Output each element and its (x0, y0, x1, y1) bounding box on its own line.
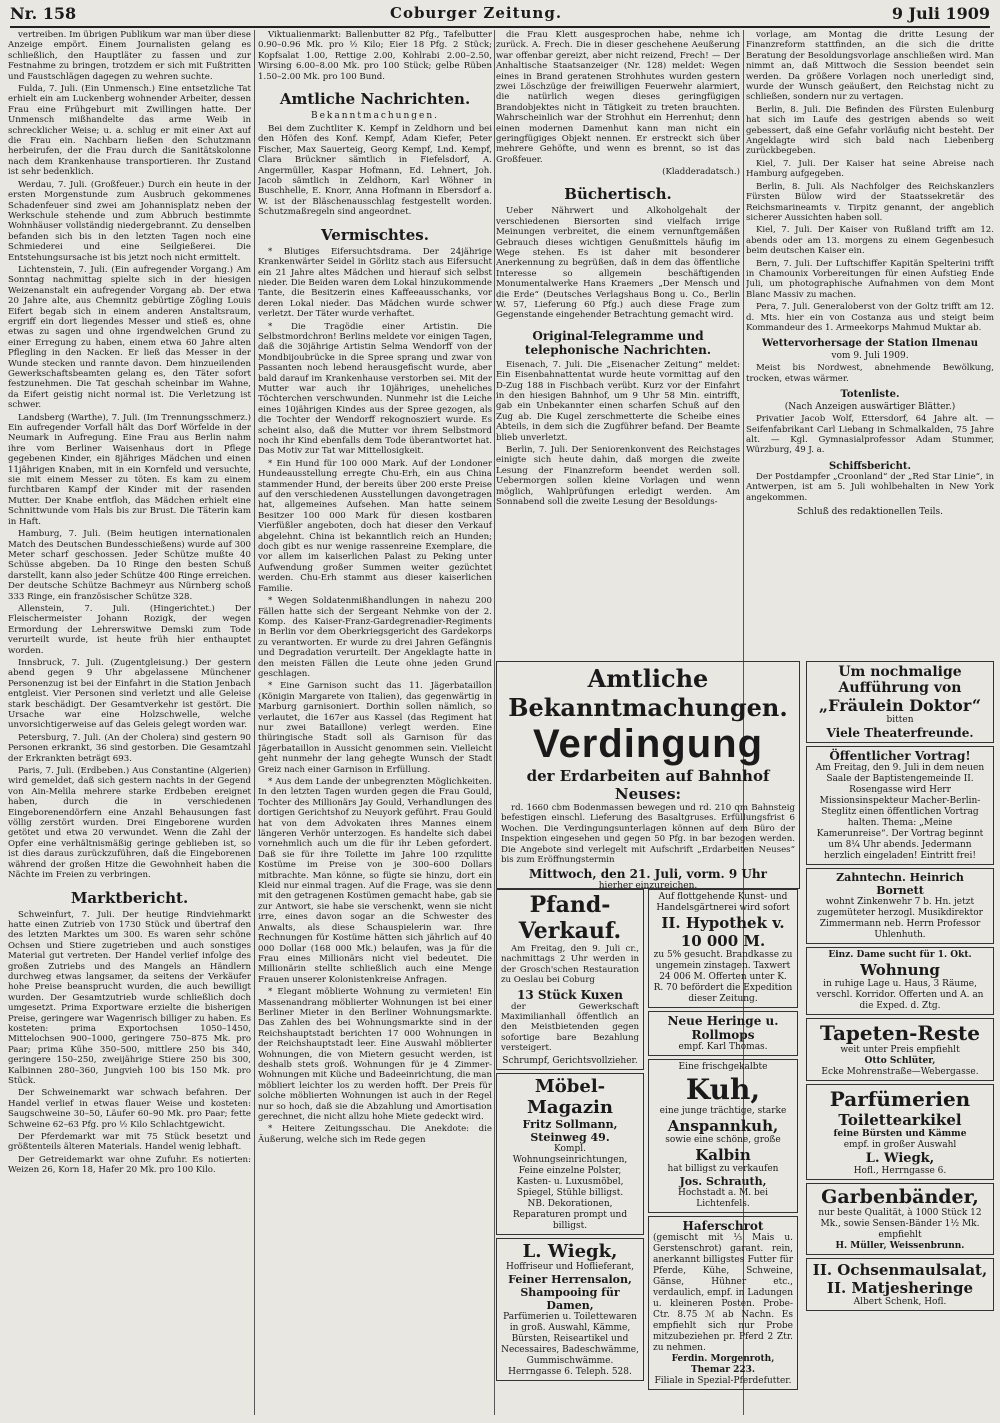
anspannkuh: Anspannkuh, (667, 1117, 779, 1135)
ads-col-right (648, 889, 798, 1393)
article-kiel-kaiser: Kiel, 7. Juli. Der Kaiser hat seine Abreise nach Hamburg aufgegeben. (746, 158, 994, 180)
wiegk-shampoo: Shampooing für Damen, (520, 1285, 620, 1312)
article-landsberg: Landsberg (Warthe), 7. Juli. (Im Trennungsschmerz.) Ein aufregender Vorfall hält das Dorf Wörfelde in der Neumark in Aufregung. Eine Frau aus Berlin nahm ihre vom Berliner Waisenhaus dort in Pflege gegebenen Kinder, ein 8jähriges Mädchen und einen 11jährigen Knaben, mit in ein Kornfeld und versuchte, sie mit einem Messer zu töten. Es kam zu einem furchtbaren Kampf der Kinder mit der rasenden Mutter. Der Knabe entfloh, das Mädchen erhielt eine Schnittwunde vom Hals bis zur Brust. Die Täterin kam in Haft. (8, 412, 251, 527)
article-paragraph: vertreiben. Im übrigen Publikum war man über diese Anzeige empört. Einem Journalisten gelang es schließlich, den Hauptläter zu fassen und zur Festnahme zu bringen, trotzdem er sich mit Fußtritten und Faustschlägen dagegen zu wehren suchte. (8, 30, 251, 82)
moebel-ad (496, 1073, 644, 1235)
woh-text2: in ruhige Lage u. Haus, 3 Räume, verschl. Korridor. Offerten und A. an die Exped. d. Ztg. (816, 979, 984, 1011)
wiegk-text: Parfümerien u. Toilettewaren in groß. Auswahl, Kämme, Bürsten, Reiseartikel und Necessaires, Badeschwämme, Gummischwämme. (501, 1311, 639, 1366)
article-vorlage: vorlage, am Montag die dritte Lesung der Finanzreform stattfinden, an die sich die dritte Beratung der Besoldungsvorlage anschließen wird. Man nimmt an, daß Mittwoch die Session beendet sein werden. Da größere Vorlagen noch unerledigt sind, wurde der Wunsch geäußert, den Reichstag nicht zu schließen, sondern nur zu vertagen. (746, 30, 994, 103)
auffuehrung-ad (806, 661, 994, 743)
article-wohnung: * Elegant möblierte Wohnung zu vermieten! Ein Massenandrang möblierter Wohnungen ist bei einer Berliner Mieter in den Berliner Wohnungsmarkte. Das Zahlen des bei Wohnungsmarkte sind in der Reichshauptstadt berichten 17 000 Wohnungen in der Reichshauptstadt leer. Eine Auswahl möblierter Wohnungen, die von Mietern gesucht werden, ist deshalb stets groß. Wohnungen für je 4 Zimmer-Wohnungen mit Küche und Badeeinrichtung, die man möbliert leichter los zu werden hofft. Der Preis für solche möblierten Wohnungen ist auch in der Regel nur so hoch, daß sie die Abzahlung und Amortisation gerechnet, die nicht allzu hohe Miete gedeckt wird. (258, 987, 492, 1122)
article-hamburg: Hamburg, 7. Juli. (Beim heutigen internationalen Match des Deutschen Bundesschießens) wurde auf 300 Meter scharf geschossen. Jeder Schütze mußte 40 Schüsse abgeben. Da 10 Ringe den besten Schuß darstellt, kann also jeder Schütze 400 Ringe erreichen. Der deutsche Schütze Bachmeyr aus Nürnberg schoß 333 Ringe, ein französischer Schütze 328. (8, 529, 251, 602)
verdingung-send: hierher einzureichen. (598, 881, 698, 889)
kalbin: Kalbin (695, 1146, 751, 1164)
tapeten-ad (806, 1018, 994, 1081)
hafer-title: Haferschrot (682, 1219, 764, 1233)
kuh-sign: Jos. Schrauth, (679, 1175, 767, 1188)
article-naehrwert: Ueber Nährwert und Alkoholgehalt der verschiedenen Biersorten sind vielfach irrige Meinungen verbreitet, die einem vernunftgemäßen Gebrauch dieses wichtigen Genußmittels häufig im Wege stehen. Es ist daher mit besonderer Anerkennung zu begrüßen, daß in dem das öffentliche Interesse so allgemein beschäftigenden Monumentalwerke Hans Kraemers „Der Mensch und die Erde“ (Deutsches Verlagshaus Bong u. Co., Berlin W. 57, Lieferung 60 Pfg.) auch diese Frage zum Gegenstande eingehender Betrachtung gemacht wird. (496, 206, 740, 321)
pfand-mid: 13 Stück Kuxen (516, 987, 623, 1002)
article-zeitungsschau: * Heitere Zeitungsschau. Die Anekdote: die Äußerung, welche sich im Rede gegen (258, 1124, 492, 1145)
auff-title: Um nochmalige Aufführung von (838, 664, 962, 696)
article-bekanntmachung: Bei dem Zuchtliter K. Kempf in Zeldhorn und bei den Höfen des Konf. Kempf, Adam Kiefer, Peter Fischer, Max Sauerteig, Georg Kempf, Lnd. Kempf, Clara Brückner sämtlich in Fiefelsdorf, A. Angermüller, Kaspar Hofmann, Ed. Lehnert, Joh. Jacob sämtlich in Zeldhorn, Karl Wöhner in Buschhelle, E. Knorr, Anna Hofmann in Ebersdorf a. W. ist der Bläschenausschlag festgestellt worden. Schutzmaßregeln sind angeordnet. (258, 124, 492, 218)
parf-title2: Toilettearkikel (838, 1111, 962, 1129)
section-heading-marktbericht: Marktbericht. (70, 888, 189, 907)
amtliche-bekanntmachungen: Amtliche Bekanntmachungen. (508, 664, 788, 722)
tap-sign: Otto Schlüter, (864, 1056, 936, 1066)
garben-ad (806, 1183, 994, 1255)
article-petersburg: Petersburg, 7. Juli. (An der Cholera) sind gestern 90 Personen erkrankt, 36 sind gestorben. Die Gesamtzahl der Erkrankten beträgt 693. (8, 732, 251, 764)
schiffsbericht-heading: Schiffsbericht. (828, 460, 912, 472)
hypothek-ad (648, 889, 798, 1008)
moebel-text: Kompl. Wohnungseinrichtungen, Feine einzelne Polster, Kasten- u. Luxusmöbel, Spiegel, Stühle billigst. (512, 1143, 628, 1198)
ochs-title2: II. Matjesheringe (826, 1279, 974, 1297)
column-2 (258, 30, 492, 1415)
parf-sub: feine Bürsten und Kämme (833, 1129, 967, 1139)
verdingung-ad (496, 661, 800, 889)
article-hund: * Ein Hund für 100 000 Mark. Auf der Londoner Hundeausstellung erregte Chu-Erh, ein aus China stammender Hund, der bereits über 200 erste Preise auf den verschiedenen Ausstellungen davongetragen hat, allgemeines Aufsehen. Man hatte seinem Besitzer 100 000 Mark für diesen kostbaren Vierfüßler angeboten, doch hat dieser den Verkauf abgelehnt. China ist bekanntlich reich an Hunden; doch gibt es nur wenige rassenreine Exemplare, die vor allem im kaiserlichen Palast zu Peking unter Aufwendung großer Summen weiter gezüchtet werden. Chu-Erh stammt aus dieser kaiserlichen Familie. (258, 458, 492, 594)
totenliste-text: Privatier Jacob Wolf, Ettersdorf, 64 Jahre alt. — Seifenfabrikant Carl Liebang in Schmalkalden, 75 Jahre alt. — Kgl. Gymnasialprofessor Adam Stummer, Würzburg, 49 J. a. (746, 414, 994, 456)
newspaper-title: Coburger Zeitung. (390, 4, 563, 22)
vortrag-text: Am Freitag, den 9. Juli in dem neuen Saale der Baptistengemeinde II. Rosengasse wird Herr Missionsinspekteur Macher-Berlin-Steglitz einen öffentlichen Vortrag halten. Thema: „Meine Kamerunreise“. Der Vortrag beginnt um 8¼ Uhr abends. Jedermann herzlich eingeladen! Eintritt frei! (815, 763, 985, 861)
pfand-end: der Gewerkschaft Maximilianhall öffentlich an den Meistbietenden gegen sofortige bare Bezahlung versteigert. (501, 1001, 639, 1054)
kuh-addr: Hochstadt a. M. bei Lichtenfels. (678, 1188, 768, 1209)
garb-sign: H. Müller, Weissenbrunn. (835, 1241, 965, 1251)
section-heading-telegramme: Original-Telegramme und telephonische Nachrichten. (524, 328, 712, 357)
article-allenstein: Allenstein, 7. Juli. (Hingerichtet.) Der Fleischermeister Johann Rozigk, der wegen Ermordung der Lehrerswitwe Demski zum Tode verurteilt wurde, ist heute früh hier enthauptet worden. (8, 603, 251, 656)
issue-date: 9 Juli 1909 (891, 4, 990, 23)
wiegk-herren: Feiner Herrensalon, (508, 1272, 632, 1286)
parf-title: Parfümerien (829, 1087, 971, 1111)
tap-addr: Ecke Mohrenstraße—Webergasse. (821, 1067, 979, 1077)
auff-name: „Fräulein Doktor“ (818, 696, 982, 715)
auff-sign: Viele Theaterfreunde. (826, 726, 974, 740)
zahn-ad (806, 868, 994, 944)
tap-text: weit unter Preis empfiehlt (840, 1045, 960, 1055)
weather-forecast: Meist bis Nordwest, abnehmende Bewölkung, trocken, etwas wärmer. (746, 363, 994, 384)
section-heading-vermischtes: Vermischtes. (321, 225, 429, 244)
article-soldaten: * Wegen Soldatenmißhandlungen in nahezu 200 Fällen hatte sich der Sergeant Nehmke von der 2. Komp. des Kaiser-Franz-Gardegrenadier-Regiments in Berlin vor dem Oberkriegsgericht des Gardekorps zu verantworten. Er wurde zu drei Jahren Gefängnis und Degradation verurteilt. Der Angeklagte hatte in den meisten Fällen die Leute ohne jeden Grund geschlagen. (258, 596, 492, 679)
column-rule (254, 30, 255, 1415)
masthead (10, 0, 990, 28)
wiegk-addr: Herrngasse 6. Teleph. 528. (508, 1366, 632, 1377)
garb-text: nur beste Qualität, à 1000 Stück 12 Mk., sowie Sensen-Bänder 1½ Mk. empfiehlt (818, 1208, 982, 1240)
ads-col-left (496, 889, 644, 1384)
article-eulenburg: Berlin, 8. Juli. Die Befinden des Fürsten Eulenburg hat sich im Laufe des gestrigen abends so weit gebessert, daß eine Gefahr vorläufig nicht besteht. Der Angeklagte wird sich bald nach Liebenberg zurückbegeben. (746, 104, 994, 157)
verdingung-text: rd. 1660 cbm Bodenmassen bewegen und rd. 210 qm Bahnsteig befestigen einschl. Lieferung des Basaltgruses. Erfüllungsfrist 6 Wochen. Die Verdingungsunterlagen können auf dem Büro der Inspektion eingesehen und gegen 50 Pfg. in bar bezogen werden. Die Angebote sind verlegelt mit Aufschrift „Erdarbeiten Neuses“ bis zum Eröffnungstermin (501, 803, 795, 866)
parf-addr: Hofl., Herrngasse 6. (853, 1166, 947, 1176)
article-berlin-reichstag: Berlin, 7. Juli. Der Seniorenkonvent des Reichstages einigte sich heute dahin, daß morgen die zweite Lesung der Finanzreform beendet werden soll. Uebermorgen sollen kleine Vorlagen und wenn möglich, Wahlprüfungen erledigt werden. Am Sonnabend soll die zweite Lesung der Besoldungs- (496, 445, 740, 508)
article-moeglichkeiten: * Aus dem Lande der unbegrenzten Möglichkeiten. In den letzten Tagen wurden gegen die Frau Gould, Tochter des Millionärs Jay Gould, Verhandlungen des dortigen Gerichtshof zu Neuyork geführt. Frau Gould hat von dem Advokaten ihres Mannes einem längeren Verhör unterzogen. Es handelte sich dabei vornehmlich auch um die für ihr Leben gefordert. Daß sie für ihre Toilette im Jahre 100 rzqulitte Kostüme im Preise von je 300–600 Dollars mitbrachte. Man könne, so fügte sie hinzu, dort ein Kleid nur einmal tragen. Auf die Frage, was sie denn mit den getragenen Kostümen gemacht habe, gab sie zur Antwort, sie habe sie verschenkt, wenn sie nicht irre, eines davon sogar an die Schwester des Anwalts, als diese Schauspielerin war. Ihre Rechnungen für Kostüme hätten sich jährlich auf 40 000 Dollar (168 000 Mk.) belaufen, was ja für die Frau eines Millionärs nicht viel bedeutet. Die Millionärin stellte schließlich auch eine Menge Frauen unserer Kolonistenkreise Anfragen. (258, 777, 492, 985)
kuh-ad (648, 1059, 798, 1213)
hafer-sign: Ferdin. Morgenroth, Themar 223. (671, 1354, 775, 1375)
article-source: (Kladderadatsch.) (662, 167, 740, 178)
totenliste-sub: (Nach Anzeigen auswärtiger Blätter.) (784, 402, 956, 413)
hyp-big: II. Hypothek v. 10 000 M. (661, 914, 785, 950)
wiegk-sub: Hoffriseur und Hoflieferant, (505, 1261, 635, 1272)
article-innsbruck: Innsbruck, 7. Juli. (Zugentgleisung.) Der gestern abend gegen 9 Uhr abgelassene Münchener Personenzug ist bei der Einfahrt in die Station Jenbach entgleist. Vier Personen sind verletzt und alle Geleise stark beschädigt. Der Gesamtverkehr ist gestört. Die Ursache war eine Holzschwelle, welche unvorsichtigerweise auf das Geleis gelegt worden war. (8, 657, 251, 731)
article-kladderadatsch: die Frau Klett ausgesprochen habe, nehme ich zurück. A. Frech. Die in dieser geschehene Aeußerung war offenbar gereizt, aber nicht reizend, Frech! — Der Anhaltische Staatsanzeiger (Nr. 128) meldet: Wegen eines in Brand geratenen Strohhutes wurden gestern zwei Löschzüge der freiwilligen Feuerwehr alarmiert, die natürlich wegen dieses geringfügigen Brandobjektes nicht in Tätigkeit zu treten brauchten. Wahrscheinlich war der Strohhut ein Herrenhut; denn einen modernen Damenhut kann man nicht ein geringfügiges Objekt nennen. Er erstreckt sich über mehrere Gehöfte, und wenn es brennt, so ist das Großfeuer. (496, 30, 740, 165)
wohnung-ad (806, 947, 994, 1015)
hyp-text: Auf flottgehende Kunst- und Handelsgärtnerei wird sofort (656, 892, 790, 913)
pfand-title: Pfand-Verkauf. (518, 892, 622, 944)
verdingung-date: Mittwoch, den 21. Juli, vorm. 9 Uhr (529, 867, 767, 882)
ochsen-ad (806, 1258, 994, 1311)
column-3 (496, 30, 740, 658)
ochs-sign: Albert Schenk, Hofl. (853, 1297, 947, 1307)
article-pera: Pera, 7. Juli. Generaloberst von der Goltz trifft am 12. d. Mts. hier ein von Costanza aus und steigt beim Kommandeur des 1. Armeekorps Mahmud Muktar ab. (746, 302, 994, 333)
article-eisenach: Eisenach, 7. Juli. Die „Eisenacher Zeitung“ meldet: Ein Eisenbahnattentat wurde heute vormittag auf den D-Zug 188 in Fischbach verübt. Kurz vor der Einfahrt in den hiesigen Bahnhof, um 9 Uhr 58 Min. eintrifft, gab ein Unbekannter einen scharfen Schuß auf den Zug ab. Die Kugel zerschmetterte die Scheibe eines Abteils, in dem sich die Zugführer befand. Der Beamte blieb unverletzt. (496, 359, 740, 443)
verdingung-subtitle: der Erdarbeiten auf Bahnhof Neuses: (526, 767, 770, 803)
wiegk-title: L. Wiegk, (522, 1240, 618, 1262)
ads-right-column (806, 661, 994, 1413)
article-schweinfurt: Schweinfurt, 7. Juli. Der heutige Rindviehmarkt hatte einen Zutrieb von 1730 Stück und übertraf den des letzten Marktes um 300. Es waren sehr schöne Ochsen und Stiere zugetrieben und auch sonstiges Material gut vertreten. Der Handel verlief infolge des großen Zutriebs und des Mangels an Händlern durchweg etwas langsamer, da seitens der Verkäufer hohe Preise beansprucht wurden, die auch bewilligt wurden. Der Gesamtzutrieb wurde schließlich doch umgesetzt. Prima Exportware erzielte die bisherigen Preise, geringere war Wagenrisch billiger zu haben. Es kosteten: prima Exportochsen 1050–1450, Mittelochsen 900–1000, geringere 750–875 Mk. pro Paar; prima Kühe 350–500, mittlere 250 bis 340, geringere 150–250, zweijährige Stiere 250 bis 300, Kalbinnen 280–360, Jungvieh 100 bis 150 Mk. pro Stück. (8, 909, 251, 1086)
hering-text: empf. Karl Thomas. (678, 1042, 768, 1052)
ochs-title: II. Ochsenmaulsalat, (812, 1261, 988, 1279)
article-kiel-russland: Kiel, 7. Juli. Der Kaiser von Rußland trifft am 12. abends oder am 13. morgens zu einem Gegenbesuch beim deutschen Kaiser ein. (746, 225, 994, 257)
section-heading-amtliche-nachrichten: Amtliche Nachrichten. (279, 90, 471, 109)
zahn-title: Zahntechn. Heinrich Bornett (836, 871, 964, 897)
pfand-ad (496, 889, 644, 1070)
woh-big: Wohnung (860, 961, 940, 979)
hafer-addr: Filiale in Spezial-Pferdefutter. (654, 1376, 792, 1386)
schiffsbericht-text: Der Postdampfer „Croonland“ der „Red Star Linie“, in Antwerpen, ist am 5. Juli wohlbehalten in New York angekommen. (746, 471, 994, 503)
zahn-text: wohnt Zinkenwehr 7 b. Hn. jetzt zugemüteter herzogl. Musikdirektor Zimmermann neb. Herrn Professor Uhlenhuth. (817, 897, 983, 940)
parf-text: empf. in großer Auswahl (843, 1140, 957, 1150)
hyp-text2: zu 5% gesucht. Brandkasse zu ungemein zinstagen. Taxwert 24 006 M. Offerten unter K. R. 70 befördert die Expedition dieser Zeitung. (653, 950, 793, 1004)
kuh-text2: eine junge trächtige, starke (659, 1106, 787, 1116)
ads-area (496, 661, 800, 1413)
parfuemerien-ad (806, 1084, 994, 1180)
article-pferdemarkt: Der Pferdemarkt war mit 75 Stück besetzt und größtenteils älteren Materials. Handel wenig lebhaft. (8, 1132, 251, 1153)
closing-note: Schluß des redaktionellen Teils. (797, 507, 943, 518)
column-1 (8, 30, 251, 1415)
tap-title: Tapeten-Reste (819, 1021, 980, 1045)
moebel-title: Möbel-Magazin (527, 1075, 613, 1118)
moebel-name: Fritz Sollmann, Steinweg 49. (522, 1117, 618, 1144)
garb-title: Garbenbänder, (821, 1186, 979, 1208)
hering-title: Neue Heringe u. Rollmops (667, 1014, 779, 1042)
kuh-text4: hat billigst zu verkaufen (667, 1164, 779, 1174)
kuh-big: Kuh, (685, 1073, 761, 1106)
wiegk-ad (496, 1238, 644, 1381)
section-heading-buechertisch: Büchertisch. (564, 185, 672, 204)
article-eifersuchtsdrama: * Blutiges Eifersuchtsdrama. Der 24jährige Krankenwärter Seidel in Görlitz stach aus Eifersucht ein 21 Jahre altes Mädchen und hierauf sich selbst nieder. Die Beiden waren dem Lokal hinzukommende Tante, die Besitzerin eines Kaffeeausschanks, vor deren Lokal nieder. Das Mädchen wurde schwer verletzt. Der Täter wurde verhaftet. (258, 246, 492, 320)
article-nachfolger: Berlin, 8. Juli. Als Nachfolger des Reichskanzlers Fürsten Bülow wird der Staatssekretär des Reichsmarineamts v. Tirpitz genannt, der angeblich sicherer Aussichten haben soll. (746, 181, 994, 223)
subheading-bekanntmachungen: Bekanntmachungen. (310, 111, 440, 122)
article-paris: Paris, 7. Juli. (Erdbeben.) Aus Constantine (Algerien) wird gemeldet, daß sich gestern nachts in der Gegend von Ain-Melila mehrere starke Erdbeben ereignet haben, durch die in verschiedenen Eingeborenendörfern eine Anzahl Behausungen fast völlig zerstört wurden. Drei Eingeborene wurden getötet und etwa 20 verwundet. Wenn die Zahl der Opfer eine verhältnismäßig geringe geblieben ist, so ist dies daraus zurückzuführen, daß die Eingeborenen während der großen Hitze die Gewohnheit haben die Nächte im Freien zu verbringen. (8, 766, 251, 881)
hering-ad (648, 1011, 798, 1056)
article-bern: Bern, 7. Juli. Der Luftschiffer Kapitän Spelterini trifft in Chamounix Vorbereitungen für einen Aufstieg Ende Juli, um photographische Aufnahmen von dem Mont Blanc Massiv zu machen. (746, 258, 994, 300)
pfand-text: Am Freitag, den 9. Juli cr., nachmittags 2 Uhr werden in der Grosch'schen Restauration zu Oeslau bei Coburg (501, 944, 639, 986)
vortrag-ad (806, 746, 994, 865)
kuh-text3: sowie eine schöne, große (665, 1135, 781, 1145)
issue-number: Nr. 158 (10, 4, 77, 23)
article-garnison: * Eine Garnison sucht das 11. Jägerbataillon (Königin Margarete von Italien), das gegenwärtig in Marburg garnisoniert. Dorthin sollen nämlich, so verlautet, die 167er aus Kassel (das Regiment hat nur zwei Bataillone) verlegt werden. Eine thüringische Stadt soll als Garnison für das Jägerbataillon in Aussicht genommen sein. Vielleicht geht nunmehr der lang gehegte Wunsch der Stadt Greiz nach einer Garnison in Erfüllung. (258, 681, 492, 775)
verdingung-title: Verdingung (533, 722, 763, 766)
article-schweinemarkt: Der Schweinemarkt war schwach befahren. Der Handel verlief in etwas flauer Weise und kosteten: Saugschweine 30–50, Läufer 60–90 Mk. pro Paar; fette Schweine 62–63 Pfg. pro ½ Kilo Schlachtgewicht. (8, 1088, 251, 1130)
parf-sign: L. Wiegk, (865, 1151, 935, 1166)
article-werdau: Werdau, 7. Juli. (Großfeuer.) Durch ein heute in der ersten Morgenstunde zum Ausbruch gekommenes Schadenfeuer sind zwei am Johannisplatz neben der Werkschule stehende und zum Abbruch bestimmte Wohnhäuser vollständig niedergebrannt. Zu denselben befanden sich bis in den letzten Tagen noch eine Schmiederei und eine Seilgießerei. Die Entstehungsursache ist bis jetzt noch nicht ermittelt. (8, 179, 251, 263)
article-getreidemarkt: Der Getreidemarkt war ohne Zufuhr. Es notierten: Weizen 26, Korn 18, Hafer 20 Mk. pro 100 Kilo. (8, 1154, 251, 1176)
column-rule (494, 30, 495, 1415)
article-tragoedie: * Die Tragödie einer Artistin. Die Selbstmordchron! Berlins meldete vor einigen Tagen, daß die 30jährige Artistin Selma Wendorff von der Mondbijoubrücke in die Spree sprang und zwar von Passanten noch lebend herausgefischt wurde, aber bald darauf im Krankenhause verstorben sei. Mit der Mutter war auch ihr 10jähriges, uneheliches Töchterchen verschwunden. Nunmehr ist die Leiche eines 10jährigen Kindes aus der Spree gezogen, als die Tochter der Wendorff rekognosziert wurde. Es scheint also, daß die Mutter vor ihrem Selbstmord noch ihr Kind ebenfalls dem Tode überantwortet hat. Das Motiv zur Tat war Mittellosigkeit. (258, 321, 492, 457)
pfand-sign: Schrumpf, Gerichtsvollzieher. (502, 1055, 638, 1066)
article-fulda: Fulda, 7. Juli. (Ein Unmensch.) Eine entsetzliche Tat erhielt ein am Luckenberg wohnender Arbeiter, dessen Frau eine Frühgeburt mit Zwillingen hatte. Der Unmensch mißhandelte das arme Weib in schrecklicher Weise; u. a. schlug er mit einer Axt auf die Frau ein. Nachbarn ließen den Schutzmann herbeirufen, der die Frau durch die Sanitätskolonne nach dem Krankenhause transportieren. Ihr Zustand ist sehr bedenklich. (8, 84, 251, 178)
weather-date: vom 9. Juli 1909. (831, 351, 909, 362)
kuh-text: Eine frischgekalbte (678, 1062, 768, 1072)
hafer-ad (648, 1216, 798, 1390)
article-viktualienmarkt: Viktualienmarkt: Ballenbutter 82 Pfg., Tafelbutter 0.90–0.96 Mk. pro ½ Kilo; Eier 18 Pfg. 2 Stück; Kopfsalat 1.00, Rettige 2.00, Kohlrabi 2.00–2.50, Wirsing 6.00–8.00 Mk. pro 100 Stück; gelbe Rüben 1.50–2.00 Mk. pro 100 Bund. (258, 30, 492, 82)
column-4 (746, 30, 994, 658)
vortrag-title: Öffentlicher Vortrag! (829, 749, 971, 763)
weather-heading: Wettervorhersage der Station Ilmenau (762, 338, 978, 350)
auff-sub: bitten (886, 715, 914, 725)
totenliste-heading: Totenliste. (840, 389, 900, 401)
moebel-nb: NB. Dekorationen, Reparaturen prompt und billigst. (512, 1198, 628, 1231)
woh-text: Einz. Dame sucht für 1. Okt. (828, 950, 972, 960)
article-lichtenstein: Lichtenstein, 7. Juli. (Ein aufregender Vorgang.) Am Sonntag nachmittag spielte sich in der hiesigen Weizenanstalt ein aufregender Vorgang ab. Der etwa 20 Jahre alte, aus Chemnitz gebürtige Zögling Louis Eifert begab sich in einem anderen Anstaltsraum, ergriff ein dort liegendes Messer und stieß es, ohne etwas zu sagen und ohne irgendwelchen Grund zu einer Erregung zu haben, einem etwa 60 Jahre alten Pflegling in den Nacken. Er ließ das Messer in der Wunde stecken und rannte davon. Dem hinzueilenden Gewerkschaftsbeamten gelang es, den Täter sofort festzunehmen. Die Tat geschah scheinbar im Wahne, da Eifert geistig nicht normal ist. Die Verletzung ist schwer. (8, 264, 251, 411)
hafer-text: (gemischt mit ⅓ Mais u. Gerstenschrot) garant. rein, anerkannt billigstes Futter für Pferde, Kühe, Schweine, Gänse, Hühner etc., verdaulich, empf. in Ladungen u. kleineren Posten. Probe-Ctr. 8.75 ℳ ab Nachn. Es empfiehlt sich nur Probe mitzubeziehen pr. Pferd 2 Ztr. zu nehmen. (653, 1233, 793, 1353)
